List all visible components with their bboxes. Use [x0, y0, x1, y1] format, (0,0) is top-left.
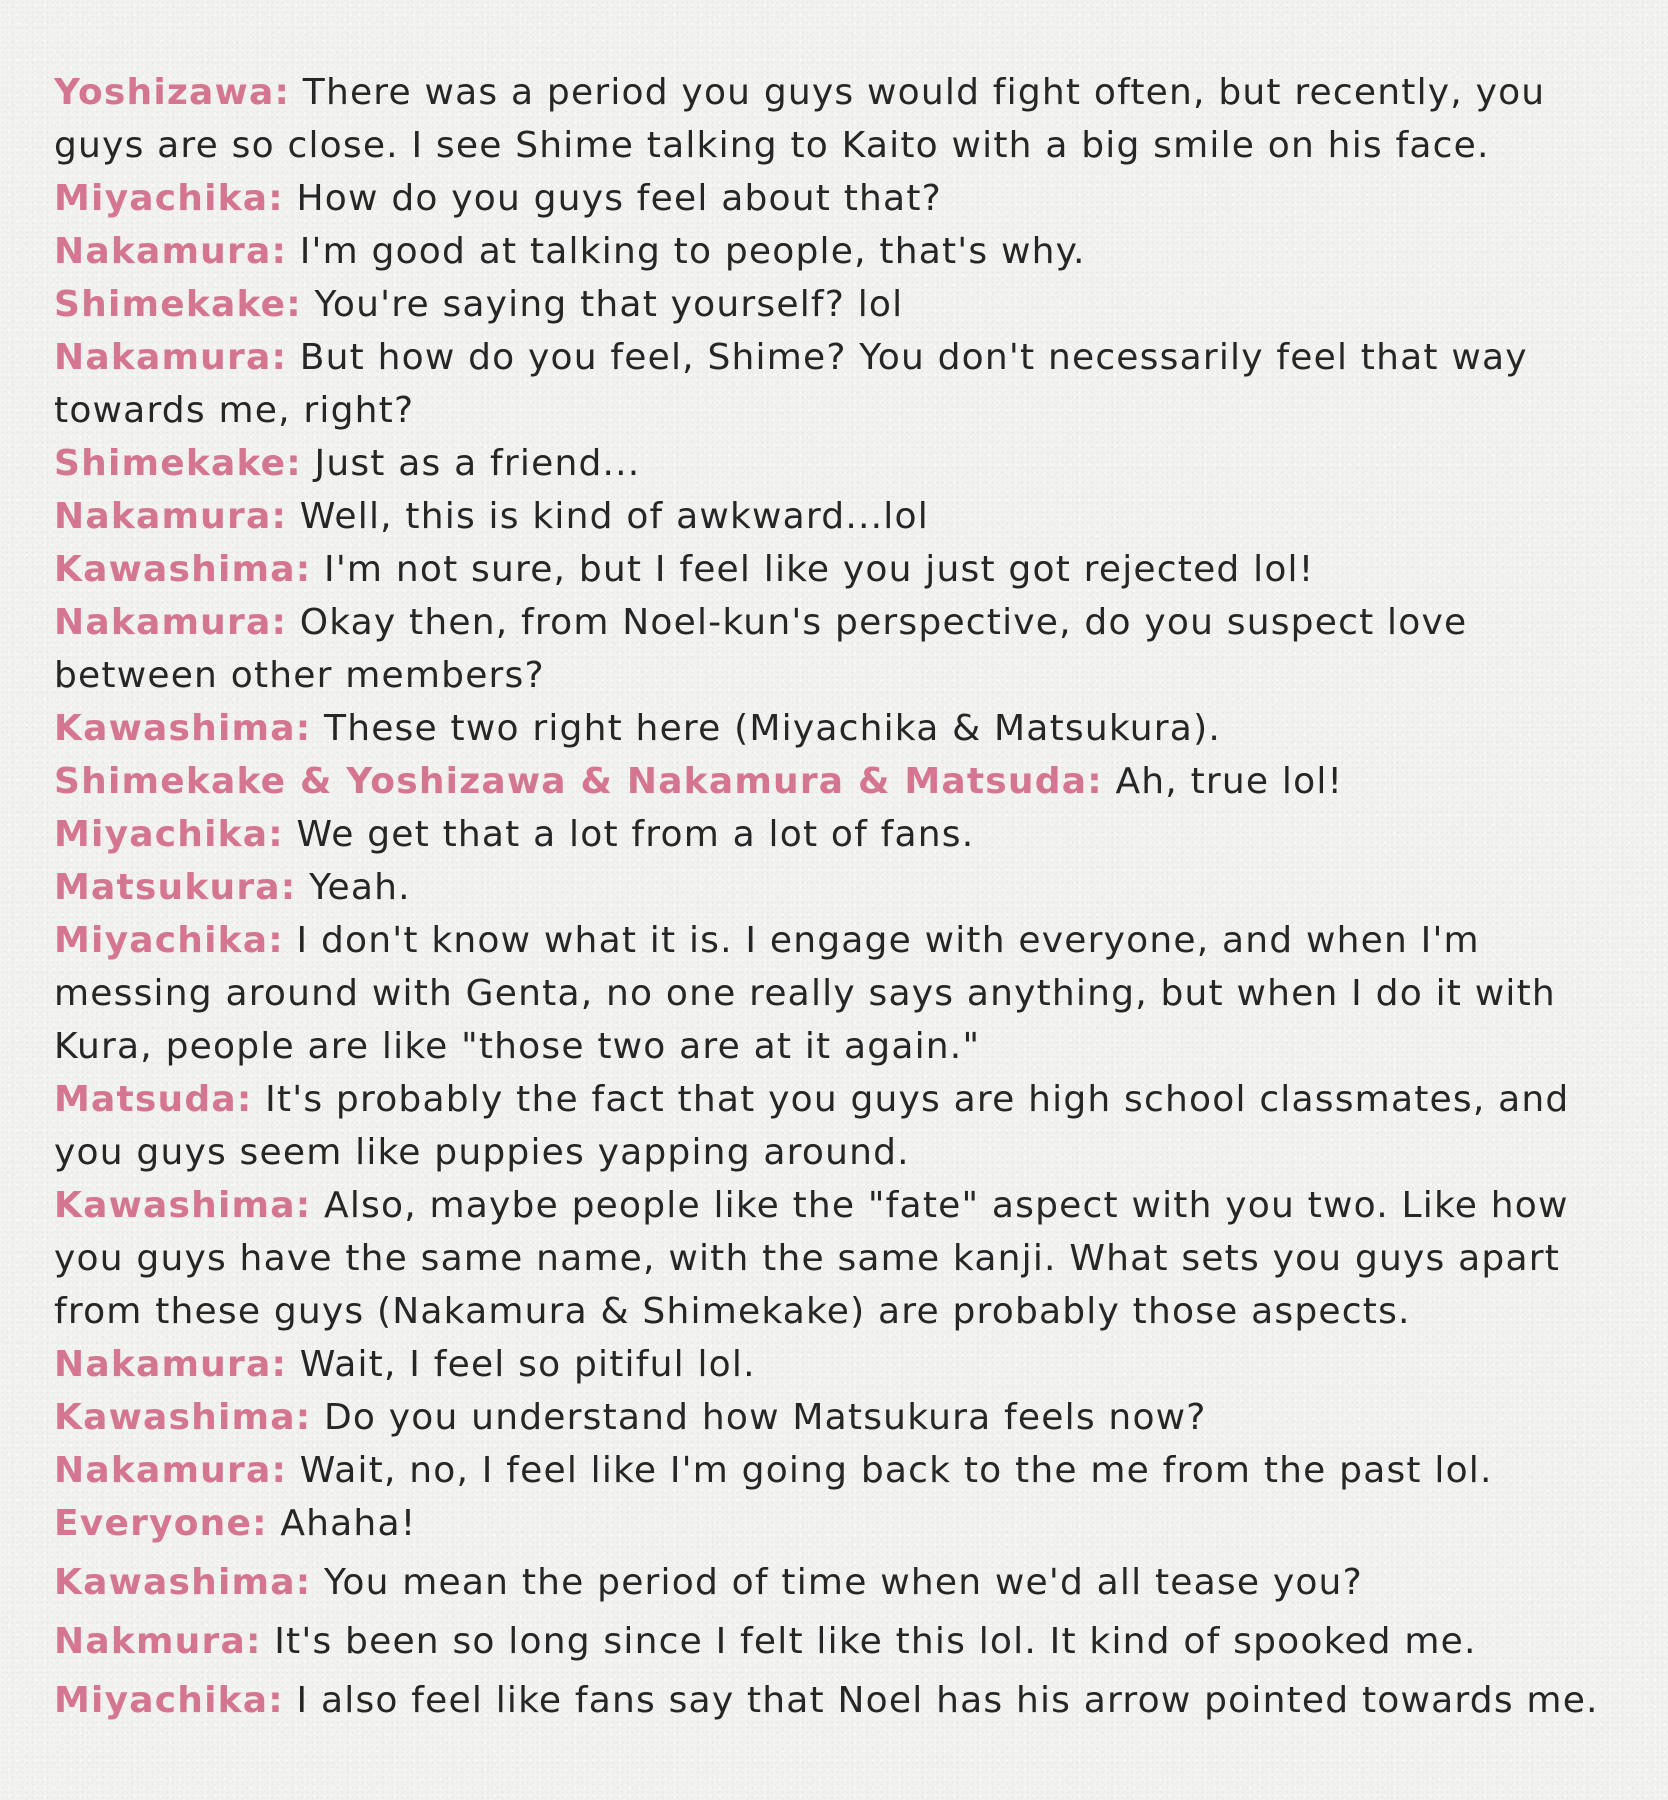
dialogue-line	[54, 278, 1644, 331]
speaker-name: Matsukura:	[54, 867, 297, 908]
speaker-name: Kawashima:	[54, 549, 312, 590]
dialogue-line	[54, 808, 1644, 861]
dialogue-line	[54, 1073, 1644, 1179]
dialogue-text: It's probably the fact that you guys are high school classmates, and you guys seem like puppies yapping around.	[54, 1079, 1570, 1173]
dialogue-text: How do you guys feel about that?	[296, 178, 942, 219]
dialogue-text: I don't know what it is. I engage with everyone, and when I'm messing around with Genta, no one really says anything, but when I do it with Kura, people are like "those two are at it again."	[54, 920, 1556, 1067]
speaker-name: Miyachika:	[54, 178, 284, 219]
speaker-name: Nakamura:	[54, 231, 288, 272]
dialogue-line	[54, 1615, 1644, 1668]
speaker-name: Shimekake & Yoshizawa & Nakamura & Matsuda:	[54, 761, 1103, 802]
dialogue-text: Also, maybe people like the "fate" aspect with you two. Like how you guys have the same name, with the same kanji. What sets you guys apart from these guys (Nakamura & Shimekake) are probably those aspects.	[54, 1185, 1569, 1332]
speaker-name: Nakamura:	[54, 337, 288, 378]
dialogue-line	[54, 702, 1644, 755]
dialogue-line	[54, 914, 1644, 1073]
speaker-name: Kawashima:	[54, 1397, 312, 1438]
speaker-name: Miyachika:	[54, 920, 284, 961]
dialogue-text: There was a period you guys would fight often, but recently, you guys are so close. I see Shime talking to Kaito with a big smile on his face.	[54, 72, 1546, 166]
dialogue-line	[54, 66, 1644, 172]
speaker-name: Kawashima:	[54, 1562, 312, 1603]
speaker-name: Yoshizawa:	[54, 72, 291, 113]
dialogue-text: You mean the period of time when we'd all tease you?	[324, 1562, 1363, 1603]
dialogue-line	[54, 1556, 1644, 1609]
dialogue-text: Just as a friend...	[314, 443, 641, 484]
dialogue-line	[54, 861, 1644, 914]
dialogue-line	[54, 1674, 1644, 1727]
dialogue-text: Ah, true lol!	[1115, 761, 1344, 802]
speaker-name: Matsuda:	[54, 1079, 253, 1120]
dialogue-line	[54, 437, 1644, 490]
dialogue-line	[54, 1497, 1644, 1550]
dialogue-text: Yeah.	[309, 867, 411, 908]
speaker-name: Shimekake:	[54, 443, 302, 484]
dialogue-line	[54, 1391, 1644, 1444]
dialogue-text: Do you understand how Matsukura feels now?	[324, 1397, 1207, 1438]
speaker-name: Everyone:	[54, 1503, 268, 1544]
speaker-name: Nakamura:	[54, 496, 288, 537]
speaker-name: Nakamura:	[54, 1344, 288, 1385]
dialogue-text: Wait, I feel so pitiful lol.	[299, 1344, 756, 1385]
dialogue-line	[54, 1179, 1644, 1338]
dialogue-line	[54, 490, 1644, 543]
dialogue-line	[54, 1444, 1644, 1497]
speaker-name: Nakamura:	[54, 1450, 288, 1491]
dialogue-text: These two right here (Miyachika & Matsukura).	[324, 708, 1221, 749]
speaker-name: Nakamura:	[54, 602, 288, 643]
dialogue-text: We get that a lot from a lot of fans.	[296, 814, 975, 855]
dialogue-text: It's been so long since I felt like this lol. It kind of spooked me.	[274, 1621, 1477, 1662]
dialogue-text: Ahaha!	[280, 1503, 417, 1544]
dialogue-line	[54, 331, 1644, 437]
speaker-name: Miyachika:	[54, 814, 284, 855]
dialogue-text: You're saying that yourself? lol	[314, 284, 904, 325]
dialogue-text: Wait, no, I feel like I'm going back to the me from the past lol.	[299, 1450, 1493, 1491]
dialogue-line	[54, 755, 1644, 808]
dialogue-text: I'm good at talking to people, that's why.	[299, 231, 1086, 272]
dialogue-text: But how do you feel, Shime? You don't necessarily feel that way towards me, right?	[54, 337, 1528, 431]
speaker-name: Shimekake:	[54, 284, 302, 325]
dialogue-line	[54, 543, 1644, 596]
dialogue-line	[54, 225, 1644, 278]
dialogue-text: Okay then, from Noel-kun's perspective, do you suspect love between other members?	[54, 602, 1468, 696]
dialogue-text: I'm not sure, but I feel like you just got rejected lol!	[324, 549, 1315, 590]
dialogue-line	[54, 596, 1644, 702]
speaker-name: Kawashima:	[54, 1185, 312, 1226]
dialogue-text: Well, this is kind of awkward...lol	[299, 496, 929, 537]
dialogue-text: I also feel like fans say that Noel has his arrow pointed towards me.	[296, 1680, 1599, 1721]
dialogue-line	[54, 1338, 1644, 1391]
speaker-name: Kawashima:	[54, 708, 312, 749]
dialogue-line	[54, 172, 1644, 225]
speaker-name: Nakmura:	[54, 1621, 262, 1662]
transcript	[54, 66, 1644, 1727]
speaker-name: Miyachika:	[54, 1680, 284, 1721]
